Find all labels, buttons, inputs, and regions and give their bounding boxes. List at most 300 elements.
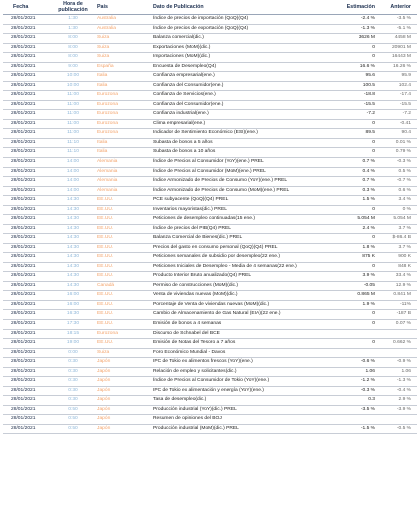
table-row — [3, 272, 417, 282]
row-country: Eurozona — [95, 329, 151, 339]
row-estimate: 875 K — [335, 253, 377, 263]
row-date: 28/01/2021 — [3, 43, 51, 53]
table-row — [3, 281, 417, 291]
row-date: 28/01/2021 — [3, 300, 51, 310]
table-row — [3, 138, 417, 148]
row-country: EE.UU. — [95, 262, 151, 272]
header-estimacion: Estimación — [335, 0, 377, 15]
row-time: 11:10 — [51, 138, 95, 148]
row-date: 28/01/2021 — [3, 262, 51, 272]
row-country: Eurozona — [95, 129, 151, 139]
row-previous: 1.06 — [377, 367, 417, 377]
table-row — [3, 119, 417, 129]
row-estimate — [335, 415, 377, 425]
row-description: IPC de Tokio ex alimentos frescos (YoY)(ene.) — [151, 358, 335, 368]
table-row — [3, 81, 417, 91]
row-country: Alemania — [95, 157, 151, 167]
row-previous: 95.9 — [377, 72, 417, 82]
table-row — [3, 43, 417, 53]
row-country: Japón — [95, 367, 151, 377]
row-description: Discurso de Schnabel del BCE — [151, 329, 335, 339]
header-row — [3, 0, 417, 15]
row-time: 18:15 — [51, 329, 95, 339]
row-country: Eurozona — [95, 100, 151, 110]
row-date: 28/01/2021 — [3, 291, 51, 301]
table-row — [3, 253, 417, 263]
row-estimate: 3.9 % — [335, 272, 377, 282]
row-previous: -11% — [377, 300, 417, 310]
row-time: 14:30 — [51, 262, 95, 272]
row-country: Japón — [95, 415, 151, 425]
row-description: Tasa de desempleo(dic.) — [151, 396, 335, 406]
row-estimate — [335, 329, 377, 339]
row-date: 28/01/2021 — [3, 81, 51, 91]
row-estimate: -15.5 — [335, 100, 377, 110]
row-date: 28/01/2021 — [3, 186, 51, 196]
row-country: Eurozona — [95, 91, 151, 101]
table-row — [3, 62, 417, 72]
table-row — [3, 167, 417, 177]
row-description: Balanza comercial(dic.) — [151, 34, 335, 44]
row-date: 28/01/2021 — [3, 405, 51, 415]
row-time: 14:30 — [51, 243, 95, 253]
row-previous: 0 % — [377, 205, 417, 215]
row-estimate: 0 — [335, 262, 377, 272]
row-time: 10:00 — [51, 72, 95, 82]
row-description: Foro Económico Mundial - Davos — [151, 348, 335, 358]
row-time: 16:00 — [51, 300, 95, 310]
row-date: 28/01/2021 — [3, 224, 51, 234]
row-description: Confianza empresarial(ene.) — [151, 72, 335, 82]
row-country: EE.UU. — [95, 215, 151, 225]
row-previous: 20901 M — [377, 43, 417, 53]
row-estimate: 0.7 % — [335, 177, 377, 187]
row-date: 28/01/2021 — [3, 167, 51, 177]
table-row — [3, 215, 417, 225]
row-time: 11:00 — [51, 100, 95, 110]
row-previous: -5.1 % — [377, 24, 417, 34]
row-date: 28/01/2021 — [3, 157, 51, 167]
row-estimate: 0 — [335, 339, 377, 349]
header-fecha: Fecha — [3, 0, 51, 15]
table-row — [3, 110, 417, 120]
row-previous: 0.662 % — [377, 339, 417, 349]
row-date: 28/01/2021 — [3, 329, 51, 339]
row-time: 0:00 — [51, 348, 95, 358]
row-estimate: 0.7 % — [335, 157, 377, 167]
row-date: 28/01/2021 — [3, 100, 51, 110]
row-estimate: 0 — [335, 310, 377, 320]
row-date: 28/01/2021 — [3, 424, 51, 434]
row-time: 19:00 — [51, 339, 95, 349]
row-country: Japón — [95, 424, 151, 434]
row-date: 28/01/2021 — [3, 62, 51, 72]
row-date: 28/01/2021 — [3, 148, 51, 158]
row-estimate: 0.3 — [335, 396, 377, 406]
table-row — [3, 186, 417, 196]
row-description: Índice Armonizado de Precios de Consumo (MoM)(ene.) PREL — [151, 186, 335, 196]
row-time: 14:30 — [51, 205, 95, 215]
row-date: 28/01/2021 — [3, 196, 51, 206]
row-time: 0:30 — [51, 396, 95, 406]
row-country: Suiza — [95, 53, 151, 63]
row-estimate: 100.5 — [335, 81, 377, 91]
row-previous: -0.3 % — [377, 157, 417, 167]
row-country: EE.UU. — [95, 339, 151, 349]
row-country: Alemania — [95, 186, 151, 196]
row-time: 11:00 — [51, 129, 95, 139]
row-country: Italia — [95, 81, 151, 91]
row-time: 0:50 — [51, 415, 95, 425]
row-date: 28/01/2021 — [3, 15, 51, 25]
calendar-body — [3, 15, 417, 434]
row-previous: -17.4 — [377, 91, 417, 101]
row-previous: 5.054 M — [377, 215, 417, 225]
row-country: España — [95, 62, 151, 72]
table-row — [3, 24, 417, 34]
table-row — [3, 177, 417, 187]
row-time: 14:00 — [51, 186, 95, 196]
row-country: Japón — [95, 405, 151, 415]
table-row — [3, 310, 417, 320]
row-country: Australia — [95, 15, 151, 25]
row-country: EE.UU. — [95, 291, 151, 301]
header-hora-line2: publicación — [58, 7, 88, 13]
row-country: Japón — [95, 358, 151, 368]
table-row — [3, 72, 417, 82]
row-description: Importaciones (MoM)(dic.) — [151, 53, 335, 63]
row-country: EE.UU. — [95, 300, 151, 310]
row-previous: -0.5 % — [377, 424, 417, 434]
row-previous: 102.4 — [377, 81, 417, 91]
row-previous — [377, 329, 417, 339]
row-time: 14:30 — [51, 215, 95, 225]
row-country: Eurozona — [95, 110, 151, 120]
row-time: 8:00 — [51, 43, 95, 53]
row-previous: -15.5 — [377, 100, 417, 110]
row-country: Italia — [95, 138, 151, 148]
row-time: 11:10 — [51, 148, 95, 158]
row-estimate: 0 — [335, 43, 377, 53]
row-date: 28/01/2021 — [3, 24, 51, 34]
table-row — [3, 157, 417, 167]
row-date: 28/01/2021 — [3, 281, 51, 291]
row-estimate: -3.5 % — [335, 405, 377, 415]
row-description: Subasta de bonos a 5 años — [151, 138, 335, 148]
row-estimate: -1.5 % — [335, 424, 377, 434]
row-estimate — [335, 348, 377, 358]
row-description: Porcentaje de Venta de viviendas nuevas (MoM)(dic.) — [151, 300, 335, 310]
row-previous: 3.7 % — [377, 224, 417, 234]
row-estimate: -0.3 % — [335, 386, 377, 396]
row-description: Subasta de bonos a 10 años — [151, 148, 335, 158]
row-description: Resumen de opiniones del BOJ — [151, 415, 335, 425]
row-country: Alemania — [95, 177, 151, 187]
table-row — [3, 300, 417, 310]
row-description: Índice de Precios al Consumidor (MoM)(ene.) PREL — [151, 167, 335, 177]
row-estimate: 16.6 % — [335, 62, 377, 72]
table-row — [3, 358, 417, 368]
row-previous: 4458 M — [377, 34, 417, 44]
row-time: 0:30 — [51, 367, 95, 377]
row-previous: -0.41 — [377, 119, 417, 129]
table-row — [3, 291, 417, 301]
row-description: Cambio de Almacenamiento de Gas Natural (EIA)(22 ene.) — [151, 310, 335, 320]
row-date: 28/01/2021 — [3, 72, 51, 82]
row-time: 0:50 — [51, 424, 95, 434]
row-estimate: 0 — [335, 234, 377, 244]
row-country: EE.UU. — [95, 224, 151, 234]
row-description: Índice de precios de exportación (QoQ)(Q4) — [151, 24, 335, 34]
table-row — [3, 91, 417, 101]
table-row — [3, 53, 417, 63]
table-row — [3, 100, 417, 110]
table-row — [3, 234, 417, 244]
row-estimate: 0 — [335, 119, 377, 129]
row-estimate: 0.865 M — [335, 291, 377, 301]
row-time: 11:00 — [51, 91, 95, 101]
table-row — [3, 320, 417, 330]
row-description: Confianza de Servicios(ene.) — [151, 91, 335, 101]
row-estimate: -1.2 % — [335, 377, 377, 387]
row-time: 0:50 — [51, 405, 95, 415]
table-row — [3, 415, 417, 425]
row-description: PCE subyacente (QoQ)(Q4) PREL — [151, 196, 335, 206]
row-estimate: 0.3 % — [335, 186, 377, 196]
row-country: Suiza — [95, 43, 151, 53]
row-previous: $-86.4 B — [377, 234, 417, 244]
row-description: Relación de empleo y solicitantes(dic.) — [151, 367, 335, 377]
row-date: 28/01/2021 — [3, 339, 51, 349]
header-hora — [51, 0, 95, 15]
row-description: Índice Armonizado de Precios de Consumo (YoY)(ene.) PREL — [151, 177, 335, 187]
table-row — [3, 148, 417, 158]
row-previous: 0.07 % — [377, 320, 417, 330]
row-time: 8:00 — [51, 34, 95, 44]
row-estimate: 2.4 % — [335, 224, 377, 234]
row-country: Italia — [95, 148, 151, 158]
row-date: 28/01/2021 — [3, 367, 51, 377]
row-time: 14:00 — [51, 157, 95, 167]
row-estimate: 5.054 M — [335, 215, 377, 225]
row-previous: -187 B — [377, 310, 417, 320]
row-description: Encuesta de Desempleo(Q4) — [151, 62, 335, 72]
row-country: EE.UU. — [95, 320, 151, 330]
row-estimate: 1.5 % — [335, 196, 377, 206]
row-date: 28/01/2021 — [3, 177, 51, 187]
row-estimate: -1.3 % — [335, 24, 377, 34]
row-estimate: -0.6 % — [335, 358, 377, 368]
row-country: Japón — [95, 386, 151, 396]
row-date: 28/01/2021 — [3, 53, 51, 63]
row-country: Australia — [95, 24, 151, 34]
row-country: EE.UU. — [95, 205, 151, 215]
row-estimate: -18.8 — [335, 91, 377, 101]
row-estimate: 0 — [335, 53, 377, 63]
row-previous: -3.5 % — [377, 15, 417, 25]
row-time: 0:30 — [51, 386, 95, 396]
row-time: 9:00 — [51, 62, 95, 72]
row-estimate: 0 — [335, 138, 377, 148]
row-previous: 0.841 M — [377, 291, 417, 301]
row-time: 0:30 — [51, 377, 95, 387]
row-previous: -3.9 % — [377, 405, 417, 415]
row-date: 28/01/2021 — [3, 386, 51, 396]
row-time: 17:30 — [51, 320, 95, 330]
table-row — [3, 129, 417, 139]
row-previous — [377, 348, 417, 358]
row-country: Japón — [95, 377, 151, 387]
row-date: 28/01/2021 — [3, 348, 51, 358]
row-description: Producción industrial (YoY)(dic.) PREL — [151, 405, 335, 415]
table-row — [3, 377, 417, 387]
table-row — [3, 262, 417, 272]
row-description: Indicador de Sentimiento Económico (ESI)(ene.) — [151, 129, 335, 139]
row-date: 28/01/2021 — [3, 91, 51, 101]
row-estimate: 95.6 — [335, 72, 377, 82]
row-previous: -0.9 % — [377, 358, 417, 368]
row-date: 28/01/2021 — [3, 34, 51, 44]
table-row — [3, 339, 417, 349]
table-row — [3, 243, 417, 253]
row-date: 28/01/2021 — [3, 234, 51, 244]
row-time: 16:30 — [51, 310, 95, 320]
row-description: Índice de precios del PIB(Q4) PREL — [151, 224, 335, 234]
row-time: 14:00 — [51, 167, 95, 177]
row-time: 0:30 — [51, 358, 95, 368]
row-previous: -0.7 % — [377, 177, 417, 187]
header-dato: Dato de Publicación — [151, 0, 335, 15]
table-row — [3, 396, 417, 406]
row-previous: 0.6 % — [377, 186, 417, 196]
row-time: 1:30 — [51, 15, 95, 25]
row-description: Confianza industrial(ene.) — [151, 110, 335, 120]
row-description: Índice de precios de importación (QoQ)(Q4) — [151, 15, 335, 25]
row-previous: 16443 M — [377, 53, 417, 63]
row-previous: 0.5 % — [377, 167, 417, 177]
row-date: 28/01/2021 — [3, 119, 51, 129]
row-date: 28/01/2021 — [3, 243, 51, 253]
row-previous: 848 K — [377, 262, 417, 272]
row-time: 10:00 — [51, 81, 95, 91]
row-country: Eurozona — [95, 119, 151, 129]
row-estimate: 0 — [335, 148, 377, 158]
row-description: Peticiones Iniciales de Desempleo - Media de 4 semanas(22 ene.) — [151, 262, 335, 272]
row-previous: 90.4 — [377, 129, 417, 139]
header-anterior: Anterior — [377, 0, 417, 15]
row-description: Balanza Comercial de Bienes(dic.) PREL — [151, 234, 335, 244]
row-time: 11:00 — [51, 119, 95, 129]
table-row — [3, 15, 417, 25]
table-row — [3, 367, 417, 377]
row-country: EE.UU. — [95, 310, 151, 320]
row-description: Exportaciones (MoM)(dic.) — [151, 43, 335, 53]
row-previous: 3.4 % — [377, 196, 417, 206]
table-row — [3, 224, 417, 234]
row-estimate: 0 — [335, 320, 377, 330]
row-country: Suiza — [95, 34, 151, 44]
row-estimate: 1.8 % — [335, 243, 377, 253]
row-date: 28/01/2021 — [3, 129, 51, 139]
row-description: Producción industrial (MoM)(dic.) PREL — [151, 424, 335, 434]
row-previous: -0.4 % — [377, 386, 417, 396]
table-row — [3, 348, 417, 358]
row-previous: -7.2 — [377, 110, 417, 120]
row-estimate: 0 — [335, 205, 377, 215]
row-country: Canadá — [95, 281, 151, 291]
row-description: Emisión de Notas del Tesoro a 7 años — [151, 339, 335, 349]
row-time: 16:00 — [51, 291, 95, 301]
row-country: Japón — [95, 396, 151, 406]
table-row — [3, 424, 417, 434]
row-description: Venta de viviendas nuevas (MoM)(dic.) — [151, 291, 335, 301]
row-description: Producto Interior Bruto anualizado(Q4) PREL — [151, 272, 335, 282]
row-country: EE.UU. — [95, 196, 151, 206]
row-time: 11:00 — [51, 110, 95, 120]
calendar-table — [3, 0, 417, 434]
row-estimate: -2.4 % — [335, 15, 377, 25]
row-previous: 0.79 % — [377, 148, 417, 158]
row-date: 28/01/2021 — [3, 253, 51, 263]
row-previous: 12.9 % — [377, 281, 417, 291]
row-previous: 33.4 % — [377, 272, 417, 282]
row-time: 14:30 — [51, 234, 95, 244]
row-previous: 900 K — [377, 253, 417, 263]
row-previous: 16.26 % — [377, 62, 417, 72]
row-description: Emisión de bonos a 4 semanas — [151, 320, 335, 330]
row-time: 14:30 — [51, 224, 95, 234]
row-country: EE.UU. — [95, 253, 151, 263]
row-country: EE.UU. — [95, 243, 151, 253]
header-pais: País — [95, 0, 151, 15]
row-time: 1:30 — [51, 24, 95, 34]
row-description: Índice de Precios al Consumidor de Tokio (YoY)(ene.) — [151, 377, 335, 387]
row-estimate: -7.2 — [335, 110, 377, 120]
row-time: 14:00 — [51, 177, 95, 187]
row-description: Inventarios mayoristas(dic.) PREL — [151, 205, 335, 215]
row-date: 28/01/2021 — [3, 358, 51, 368]
row-date: 28/01/2021 — [3, 396, 51, 406]
row-date: 28/01/2021 — [3, 377, 51, 387]
row-date: 28/01/2021 — [3, 310, 51, 320]
row-country: Suiza — [95, 348, 151, 358]
row-time: 14:30 — [51, 253, 95, 263]
row-estimate: 0.4 % — [335, 167, 377, 177]
row-description: Confianza del Consumidor(ene.) — [151, 81, 335, 91]
row-date: 28/01/2021 — [3, 320, 51, 330]
row-date: 28/01/2021 — [3, 110, 51, 120]
row-description: Permiso de construcciones (MoM)(dic.) — [151, 281, 335, 291]
row-date: 28/01/2021 — [3, 205, 51, 215]
table-row — [3, 329, 417, 339]
row-date: 28/01/2021 — [3, 272, 51, 282]
row-country: EE.UU. — [95, 272, 151, 282]
row-previous: 3.7 % — [377, 243, 417, 253]
table-row — [3, 386, 417, 396]
row-description: Índice de Precios al Consumidor (YoY)(ene.) PREL — [151, 157, 335, 167]
table-row — [3, 405, 417, 415]
row-previous — [377, 415, 417, 425]
row-previous: -1.3 % — [377, 377, 417, 387]
row-country: Italia — [95, 72, 151, 82]
row-time: 14:30 — [51, 281, 95, 291]
row-description: Peticiones de desempleo continuadas(15 ene.) — [151, 215, 335, 225]
row-time: 8:00 — [51, 53, 95, 63]
row-description: IPC de Tokio ex alimentación y energía (YoY)(ene.) — [151, 386, 335, 396]
row-estimate: 3626 M — [335, 34, 377, 44]
row-date: 28/01/2021 — [3, 138, 51, 148]
row-previous: 2.9 % — [377, 396, 417, 406]
